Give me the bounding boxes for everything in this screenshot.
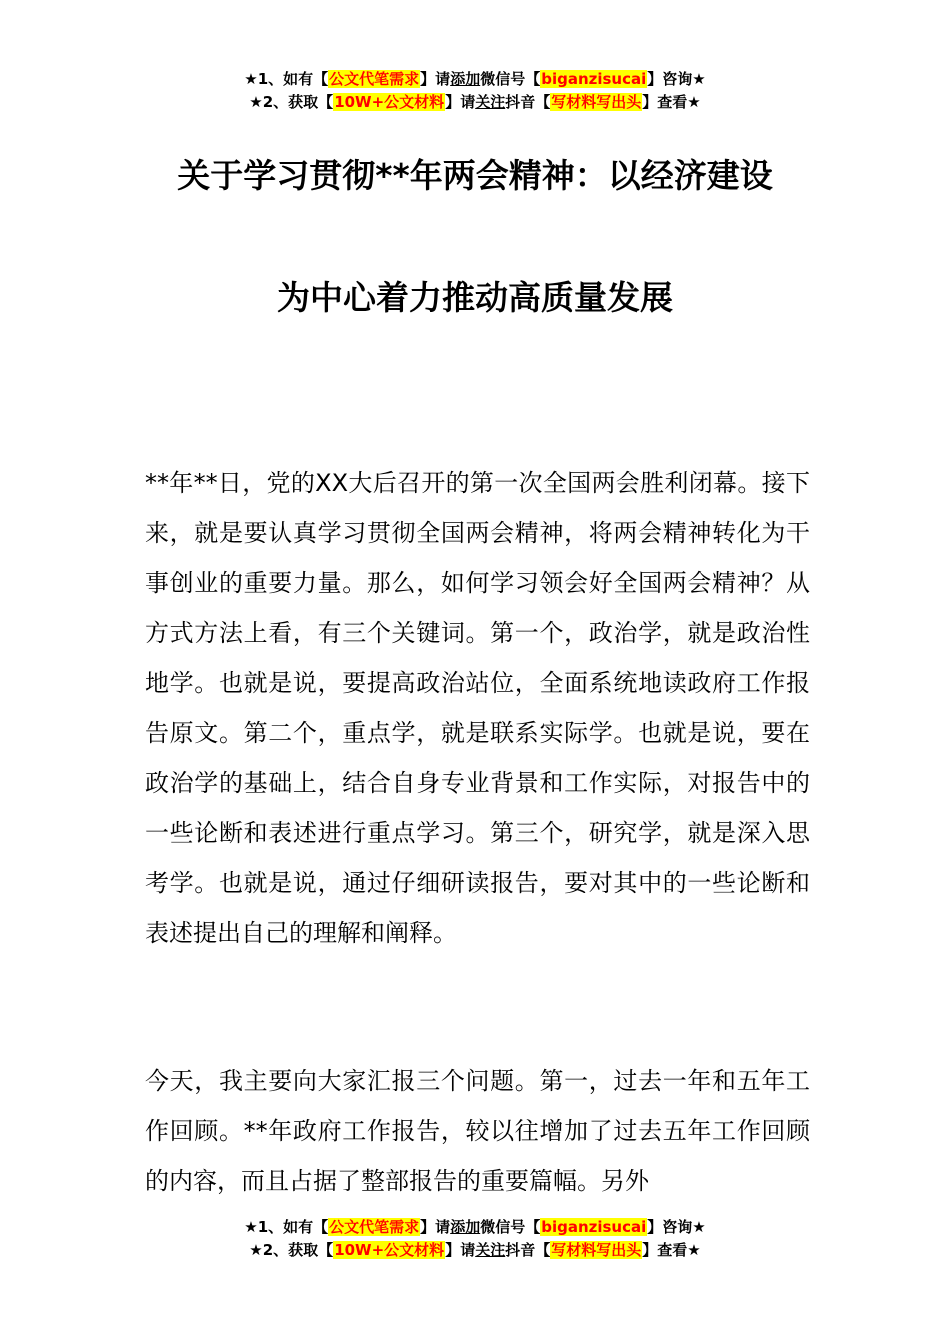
banner-wechat-id: biganzisucai bbox=[541, 70, 647, 88]
bottom-banner bbox=[0, 1216, 950, 1262]
banner-douyin-id: 写材料写出头 bbox=[551, 93, 642, 111]
banner-highlight: 公文代笔需求 bbox=[329, 1218, 420, 1236]
banner-highlight: 公文代笔需求 bbox=[329, 70, 420, 88]
banner-douyin-id: 写材料写出头 bbox=[551, 1241, 642, 1259]
document-title-line-2: 为中心着力推动高质量发展 bbox=[277, 278, 673, 317]
banner-line-1: ★1、如有【公文代笔需求】请添加微信号【biganzisucai】咨询★ bbox=[244, 70, 706, 88]
banner-wechat-id: biganzisucai bbox=[541, 1218, 647, 1236]
banner-line-2: ★2、获取【10W+公文材料】请关注抖音【写材料写出头】查看★ bbox=[249, 93, 701, 111]
banner-line-2: ★2、获取【10W+公文材料】请关注抖音【写材料写出头】查看★ bbox=[249, 1241, 701, 1259]
banner-highlight: 10W+公文材料 bbox=[334, 1241, 445, 1259]
body-paragraph-1: **年**日，党的XX大后召开的第一次全国两会胜利闭幕。接下来，就是要认真学习贯彻全国两会精神，将两会精神转化为干事创业的重要力量。那么，如何学习领会好全国两会精神？从方式方法上看，有三个关键词。第一个，政治学，就是政治性地学。也就是说，要提高政治站位，全面系统地读政府工作报告原文。第二个，重点学，就是联系实际学。也就是说，要在政治学的基础上，结合自身专业背景和工作实际，对报告中的一些论断和表述进行重点学习。第三个，研究学，就是深入思考学。也就是说，通过仔细研读报告，要对其中的一些论断和表述提出自己的理解和阐释。 bbox=[145, 469, 810, 947]
document-title-line-1: 关于学习贯彻**年两会精神：以经济建设 bbox=[177, 156, 773, 195]
banner-line-1: ★1、如有【公文代笔需求】请添加微信号【biganzisucai】咨询★ bbox=[244, 1218, 706, 1236]
banner-highlight: 10W+公文材料 bbox=[334, 93, 445, 111]
body-paragraph-2: 今天，我主要向大家汇报三个问题。第一，过去一年和五年工作回顾。**年政府工作报告，较以往增加了过去五年工作回顾的内容，而且占据了整部报告的重要篇幅。另外 bbox=[145, 1067, 810, 1195]
top-banner bbox=[0, 68, 950, 114]
